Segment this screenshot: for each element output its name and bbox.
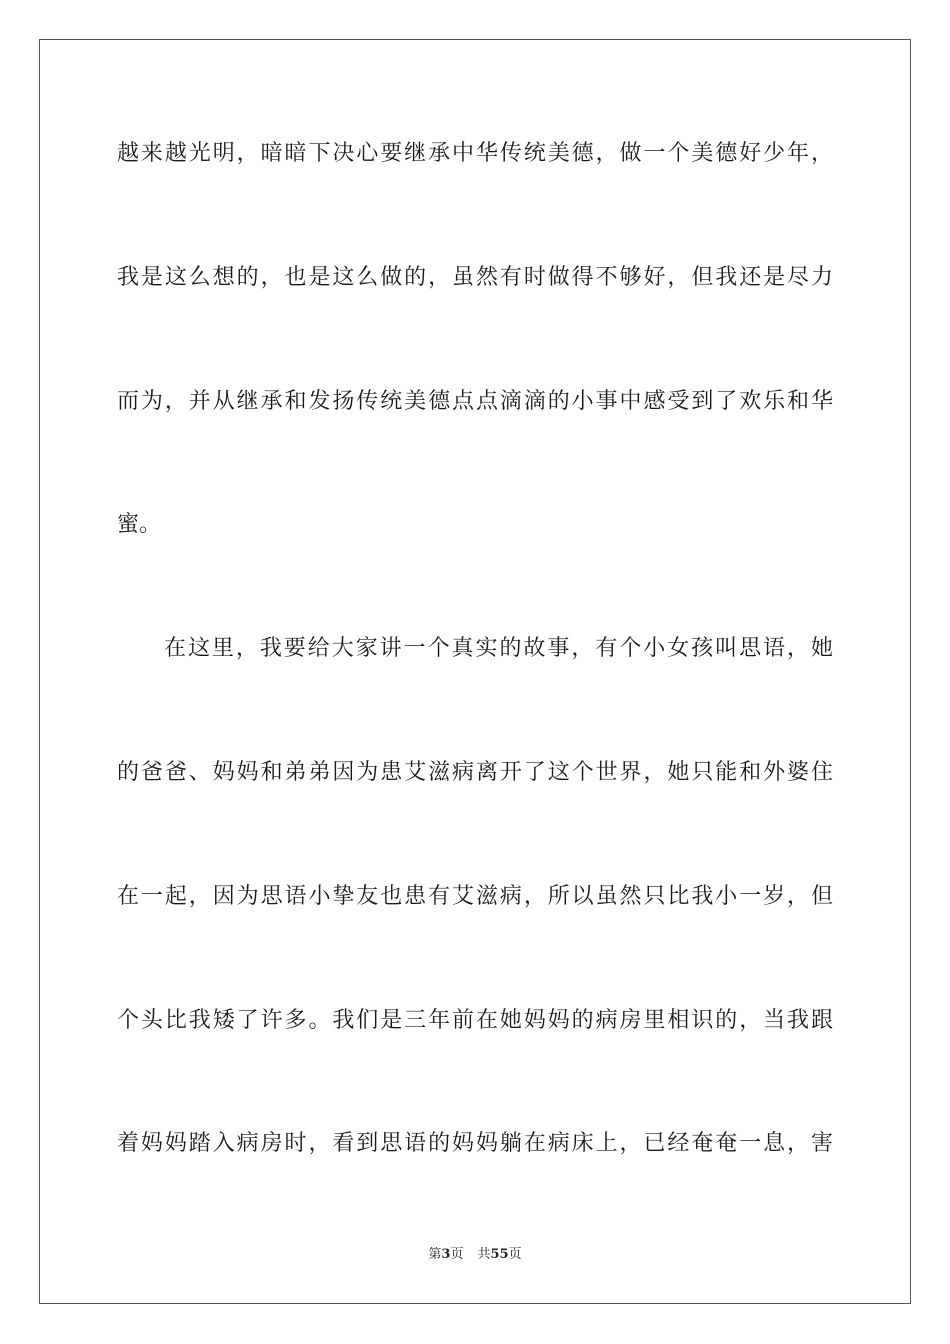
text-line-4: 蜜。: [117, 512, 162, 537]
page-prefix: 第: [428, 1247, 442, 1262]
page-suffix: 页: [450, 1247, 464, 1262]
text-line-7: 在一起，因为思语小挚友也患有艾滋病，所以虽然只比我小一岁，但: [117, 884, 833, 909]
text-line-2: 我是这么想的，也是这么做的，虽然有时做得不够好，但我还是尽力: [117, 265, 833, 290]
text-line-3: 而为，并从继承和发扬传统美德点点滴滴的小事中感受到了欢乐和华: [117, 389, 833, 414]
text-line-8: 个头比我矮了许多。我们是三年前在她妈妈的病房里相识的，当我跟: [117, 1008, 833, 1033]
total-pages: 55: [490, 1247, 509, 1262]
total-suffix: 页: [508, 1247, 522, 1262]
page-frame: [39, 39, 911, 1304]
text-line-1: 越来越光明，暗暗下决心要继承中华传统美德，做一个美德好少年，: [117, 141, 833, 166]
total-prefix: 共: [477, 1247, 491, 1262]
text-line-6: 的爸爸、妈妈和弟弟因为患艾滋病离开了这个世界，她只能和外婆住: [117, 760, 833, 785]
text-line-9: 着妈妈踏入病房时，看到思语的妈妈躺在病床上，已经奄奄一息，害: [117, 1131, 833, 1156]
page-footer: [0, 1246, 950, 1264]
page-number: 3: [441, 1247, 451, 1262]
text-line-5: 在这里，我要给大家讲一个真实的故事，有个小女孩叫思语，她: [164, 636, 833, 661]
